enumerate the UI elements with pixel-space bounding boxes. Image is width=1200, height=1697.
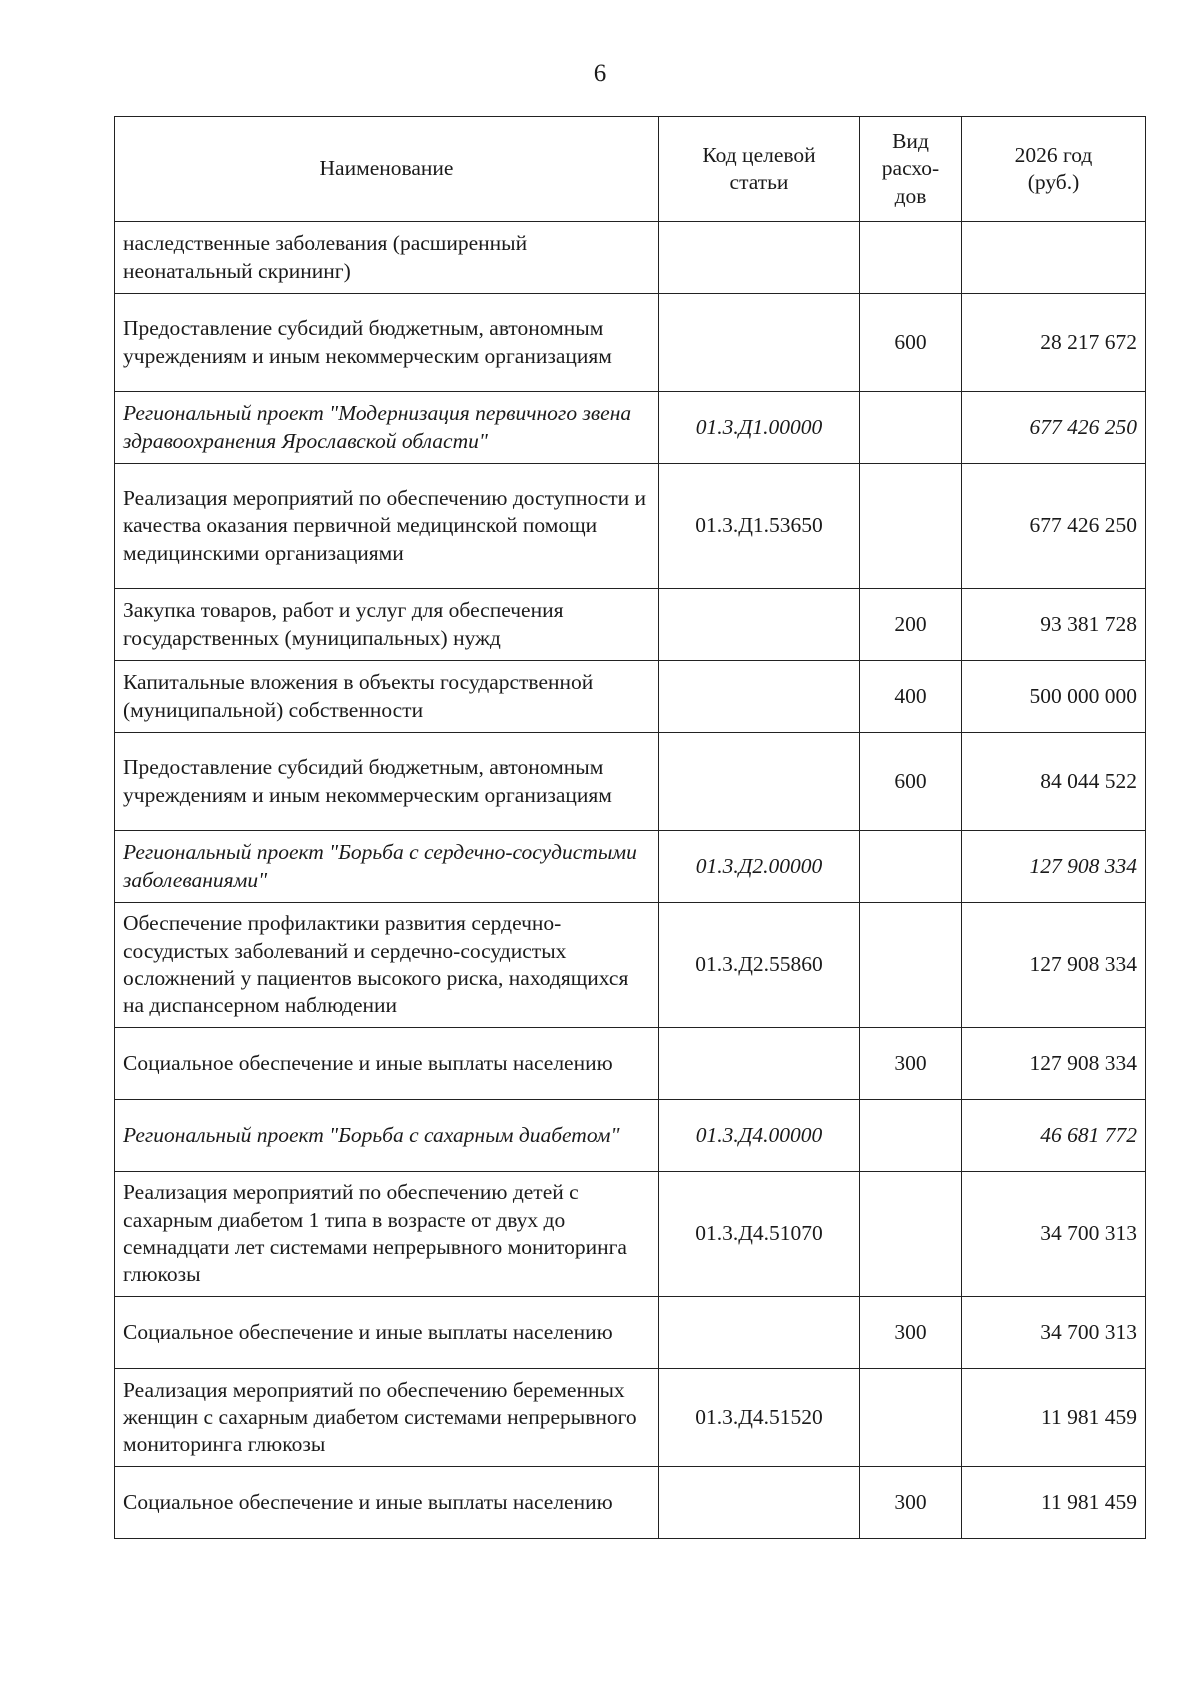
cell-code: 01.3.Д1.53650 bbox=[659, 464, 860, 589]
table-row bbox=[115, 1467, 1146, 1539]
cell-amount bbox=[962, 222, 1146, 294]
cell-code bbox=[659, 661, 860, 733]
cell-code bbox=[659, 1467, 860, 1539]
cell-code: 01.3.Д4.51070 bbox=[659, 1172, 860, 1297]
table-row bbox=[115, 1028, 1146, 1100]
cell-name: Социальное обеспечение и иные выплаты населению bbox=[115, 1467, 659, 1539]
cell-amount: 28 217 672 bbox=[962, 294, 1146, 392]
cell-name: Предоставление субсидий бюджетным, автономным учреждениям и иным некоммерческим организациям bbox=[115, 733, 659, 831]
cell-kind bbox=[860, 1369, 962, 1467]
cell-amount: 46 681 772 bbox=[962, 1100, 1146, 1172]
cell-name: Закупка товаров, работ и услуг для обеспечения государственных (муниципальных) нужд bbox=[115, 589, 659, 661]
cell-code: 01.3.Д4.51520 bbox=[659, 1369, 860, 1467]
table-row bbox=[115, 589, 1146, 661]
cell-kind: 600 bbox=[860, 733, 962, 831]
cell-amount: 127 908 334 bbox=[962, 903, 1146, 1028]
cell-kind bbox=[860, 903, 962, 1028]
table-row bbox=[115, 1100, 1146, 1172]
cell-kind: 300 bbox=[860, 1297, 962, 1369]
cell-amount: 84 044 522 bbox=[962, 733, 1146, 831]
page-number: 6 bbox=[593, 60, 607, 87]
cell-code: 01.3.Д2.00000 bbox=[659, 831, 860, 903]
header-kind: Вид расхо-дов bbox=[860, 117, 962, 222]
cell-code bbox=[659, 294, 860, 392]
cell-code bbox=[659, 733, 860, 831]
cell-amount: 677 426 250 bbox=[962, 464, 1146, 589]
table-row bbox=[115, 831, 1146, 903]
cell-kind bbox=[860, 1172, 962, 1297]
cell-name: Реализация мероприятий по обеспечению доступности и качества оказания первичной медицинской помощи медицинскими организациями bbox=[115, 464, 659, 589]
table-row bbox=[115, 903, 1146, 1028]
table-row bbox=[115, 294, 1146, 392]
table-header-row bbox=[115, 117, 1146, 222]
table-row bbox=[115, 392, 1146, 464]
cell-name: Капитальные вложения в объекты государственной (муниципальной) собственности bbox=[115, 661, 659, 733]
cell-amount: 34 700 313 bbox=[962, 1297, 1146, 1369]
cell-name: Социальное обеспечение и иные выплаты населению bbox=[115, 1028, 659, 1100]
cell-amount: 127 908 334 bbox=[962, 831, 1146, 903]
cell-kind bbox=[860, 464, 962, 589]
cell-amount: 93 381 728 bbox=[962, 589, 1146, 661]
cell-name: Региональный проект "Борьба с сахарным диабетом" bbox=[115, 1100, 659, 1172]
table-row bbox=[115, 222, 1146, 294]
cell-amount: 11 981 459 bbox=[962, 1369, 1146, 1467]
table-row bbox=[115, 1369, 1146, 1467]
cell-code bbox=[659, 222, 860, 294]
cell-name: Региональный проект "Борьба с сердечно-сосудистыми заболеваниями" bbox=[115, 831, 659, 903]
cell-name: Предоставление субсидий бюджетным, автономным учреждениям и иным некоммерческим организациям bbox=[115, 294, 659, 392]
cell-amount: 677 426 250 bbox=[962, 392, 1146, 464]
cell-kind: 200 bbox=[860, 589, 962, 661]
cell-kind bbox=[860, 831, 962, 903]
header-amount: 2026 год (руб.) bbox=[962, 117, 1146, 222]
cell-name: Обеспечение профилактики развития сердечно-сосудистых заболеваний и сердечно-сосудистых осложнений у пациентов высокого риска, находящихся на диспансерном наблюдении bbox=[115, 903, 659, 1028]
cell-name: Реализация мероприятий по обеспечению беременных женщин с сахарным диабетом системами непрерывного мониторинга глюкозы bbox=[115, 1369, 659, 1467]
cell-amount: 11 981 459 bbox=[962, 1467, 1146, 1539]
cell-name: Реализация мероприятий по обеспечению детей с сахарным диабетом 1 типа в возрасте от двух до семнадцати лет системами непрерывного мониторинга глюкозы bbox=[115, 1172, 659, 1297]
cell-code: 01.3.Д4.00000 bbox=[659, 1100, 860, 1172]
header-name: Наименование bbox=[115, 117, 659, 222]
table-row bbox=[115, 464, 1146, 589]
cell-code: 01.3.Д2.55860 bbox=[659, 903, 860, 1028]
cell-kind: 300 bbox=[860, 1028, 962, 1100]
header-code: Код целевой статьи bbox=[659, 117, 860, 222]
cell-kind: 600 bbox=[860, 294, 962, 392]
cell-code bbox=[659, 589, 860, 661]
table-row bbox=[115, 1172, 1146, 1297]
cell-kind bbox=[860, 392, 962, 464]
cell-name: Социальное обеспечение и иные выплаты населению bbox=[115, 1297, 659, 1369]
table-row bbox=[115, 1297, 1146, 1369]
cell-amount: 127 908 334 bbox=[962, 1028, 1146, 1100]
cell-kind bbox=[860, 222, 962, 294]
cell-name: Региональный проект "Модернизация первичного звена здравоохранения Ярославской области" bbox=[115, 392, 659, 464]
cell-amount: 500 000 000 bbox=[962, 661, 1146, 733]
cell-kind: 300 bbox=[860, 1467, 962, 1539]
cell-code bbox=[659, 1028, 860, 1100]
table-row bbox=[115, 733, 1146, 831]
budget-table bbox=[114, 116, 1146, 1539]
cell-kind: 400 bbox=[860, 661, 962, 733]
cell-code bbox=[659, 1297, 860, 1369]
cell-code: 01.3.Д1.00000 bbox=[659, 392, 860, 464]
cell-name: наследственные заболевания (расширенный неонатальный скрининг) bbox=[115, 222, 659, 294]
cell-kind bbox=[860, 1100, 962, 1172]
cell-amount: 34 700 313 bbox=[962, 1172, 1146, 1297]
table-body bbox=[115, 222, 1146, 1539]
table-row bbox=[115, 661, 1146, 733]
